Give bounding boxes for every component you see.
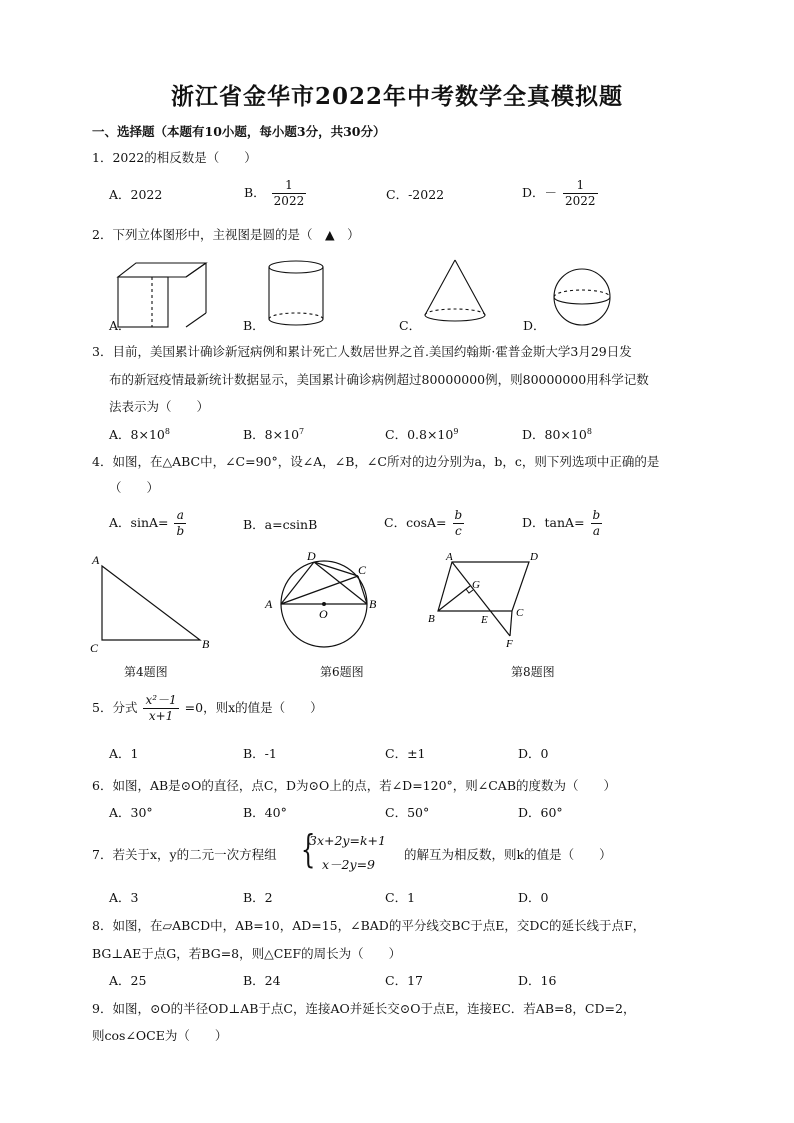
q4-d-numerator: b (592, 508, 601, 522)
q8-option-a: A．25 (109, 973, 147, 988)
q2-option-b: B． (243, 318, 265, 333)
q7-option-d: D．0 (518, 890, 549, 905)
q5-option-a: A．1 (109, 746, 139, 761)
q7-suffix: 的解互为相反数，则k的值是（ ） (404, 847, 612, 862)
q5-numerator: x²－1 (145, 693, 177, 707)
q1-option-d-fraction (563, 178, 598, 209)
q2-solids-figure (100, 255, 640, 335)
q1-b-denominator: 2022 (273, 194, 305, 208)
q5-option-d: D．0 (518, 746, 549, 761)
q3-d-base: D．80×10 (522, 427, 587, 443)
q2-option-d: D． (523, 318, 546, 333)
q3-b-exp: 7 (299, 427, 305, 436)
figure-8-caption: 第8题图 (511, 665, 555, 679)
q3-c-base: C．0.8×10 (385, 427, 454, 443)
q4-a-denominator: b (176, 524, 185, 538)
q5-stem (92, 693, 323, 724)
q3-line-3: 法表示为（ ） (109, 399, 210, 414)
q2-option-a: A． (109, 318, 131, 333)
q2-stem: 2．下列立体图形中，主视图是圆的是（ ▲ ） (92, 227, 360, 242)
q3-option-d (522, 428, 592, 442)
q4-option-a (109, 508, 188, 539)
q2-option-c: C． (399, 318, 422, 333)
triangular-prism-shape (118, 263, 206, 327)
fig8-label-g: G (472, 579, 480, 591)
fig8-label-c: C (516, 607, 524, 619)
q6-option-a: A．30° (109, 805, 153, 820)
fig4-label-c: C (90, 641, 99, 655)
q1-d-numerator: 1 (563, 178, 598, 194)
q8-line-2: BG⊥AE于点G，若BG=8，则△CEF的周长为（ ） (92, 946, 402, 961)
q7-prefix: 7．若关于x，y的二元一次方程组 (92, 847, 277, 862)
q7-equation-1: 3x+2y=k+1 (309, 833, 386, 848)
q1-option-b-label: B． (244, 185, 266, 200)
sphere-shape (554, 269, 610, 325)
q4-option-c (384, 508, 466, 539)
q8-option-c: C．17 (385, 973, 423, 988)
q3-line-1: 3．目前，美国累计确诊新冠病例和累计死亡人数居世界之首.美国约翰斯·霍普金斯大学3月29日发 (92, 344, 632, 359)
q3-option-b (243, 428, 304, 442)
q4-line-1: 4．如图，在△ABC中，∠C=90°，设∠A，∠B，∠C所对的边分别为a，b，c，则下列选项中正确的是 (92, 454, 660, 469)
fig8-label-d: D (530, 551, 538, 563)
q5-denominator: x+1 (148, 709, 174, 723)
figure-6-circle (262, 548, 388, 660)
q5-option-b: B．-1 (243, 746, 277, 761)
q6-option-d: D．60° (518, 805, 563, 820)
fig8-label-b: B (428, 613, 435, 625)
q4-c-denominator: c (454, 524, 462, 538)
q6-stem: 6．如图，AB是⊙O的直径，点C，D为⊙O上的点，若∠D=120°，则∠CAB的度数为（ ） (92, 778, 617, 793)
figure-8-parallelogram (426, 548, 546, 652)
fig6-label-c: C (358, 563, 367, 577)
page-title: 浙江省金华市2022年中考数学全真模拟题 (170, 83, 623, 110)
q5-option-c: C．±1 (385, 746, 426, 761)
q9-line-1: 9．如图，⊙O的半径OD⊥AB于点C，连接AO并延长交⊙O于点E，连接EC．若AB=8，CD=2， (92, 1001, 636, 1016)
q1-stem: 1．2022的相反数是（ ） (92, 150, 257, 165)
q4-c-label: C．cosA= (384, 515, 447, 530)
q4-option-d (522, 508, 604, 539)
q1-b-numerator: 1 (272, 178, 307, 194)
figure-4-right-triangle (88, 552, 218, 656)
q8-line-1: 8．如图，在▱ABCD中，AB=10，AD=15，∠BAD的平分线交BC于点E，交DC的延长线于点F， (92, 918, 646, 933)
q1-option-b (244, 178, 308, 209)
figure-6-caption: 第6题图 (320, 665, 364, 679)
q3-a-exp: 8 (164, 427, 170, 436)
q3-a-base: A．8×10 (109, 427, 165, 443)
q4-option-b: B．a=csinB (243, 517, 318, 532)
cylinder-shape (269, 261, 323, 325)
q9-line-2: 则cos∠OCE为（ ） (92, 1028, 228, 1043)
q5-tail: =0，则x的值是（ ） (184, 700, 323, 715)
q6-option-b: B．40° (243, 805, 287, 820)
section-heading: 一、选择题（本题有10小题，每小题3分，共30分） (92, 124, 386, 139)
q3-option-c (385, 428, 458, 442)
q3-line-2: 布的新冠疫情最新统计数据显示，美国累计确诊病例超过80000000例，则80000000用科学记数 (109, 372, 649, 387)
fig4-label-b: B (202, 637, 210, 651)
q3-option-a (109, 428, 170, 442)
q3-c-exp: 9 (453, 427, 459, 436)
q7-option-b: B．2 (243, 890, 273, 905)
figure-4-caption: 第4题图 (124, 665, 168, 679)
q1-option-a: A．2022 (109, 187, 163, 202)
q6-option-c: C．50° (385, 805, 430, 820)
q1-option-d-label: D．－ (522, 185, 558, 200)
q4-a-label: A．sinA= (109, 515, 169, 530)
q4-d-denominator: a (592, 524, 600, 538)
q1-option-b-fraction (272, 178, 307, 209)
q4-a-fraction (174, 508, 186, 539)
q7-equation-2: x－2y=9 (322, 857, 375, 872)
q4-a-numerator: a (174, 508, 186, 524)
cone-shape (425, 260, 485, 321)
fig6-label-a: A (265, 597, 273, 611)
q1-option-c: C．-2022 (386, 187, 445, 202)
fig4-label-a: A (92, 553, 100, 567)
q5-fraction (143, 693, 178, 724)
q4-c-numerator: b (454, 508, 463, 522)
q3-d-exp: 8 (586, 427, 592, 436)
fig8-label-e: E (481, 614, 488, 626)
fig6-label-b: B (369, 597, 377, 611)
fig6-label-d: D (307, 549, 316, 563)
q4-c-fraction (453, 508, 465, 539)
q8-option-b: B．24 (243, 973, 281, 988)
fig6-label-o: O (319, 607, 328, 621)
fig8-label-a: A (446, 551, 453, 563)
q8-option-d: D．16 (518, 973, 557, 988)
q1-d-denominator: 2022 (565, 194, 596, 208)
q4-line-2: （ ） (109, 480, 160, 495)
q1-option-d (522, 178, 600, 209)
q7-option-c: C．1 (385, 890, 416, 905)
q4-d-label: D．tanA= (522, 515, 585, 530)
q4-d-fraction (591, 508, 603, 539)
q5-label: 5．分式 (92, 700, 138, 715)
q7-brace: { (300, 827, 316, 871)
q7-option-a: A．3 (109, 890, 139, 905)
q3-b-base: B．8×10 (243, 427, 300, 443)
fig8-label-f: F (506, 638, 513, 650)
